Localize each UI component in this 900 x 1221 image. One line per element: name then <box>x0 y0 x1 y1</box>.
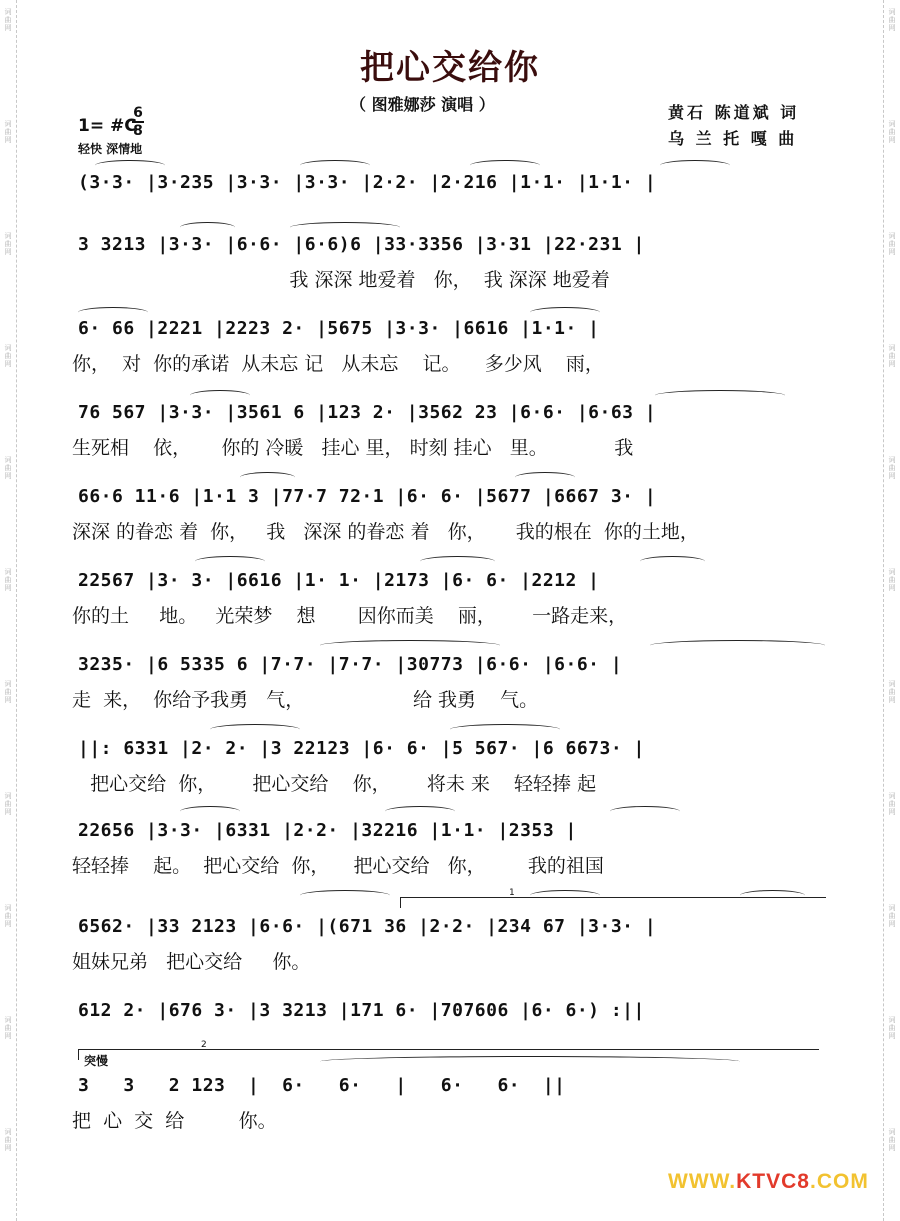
sudden-slow-marking: 突慢 <box>84 1054 109 1068</box>
notation-line: (3·3· |3·235 |3·3· |3·3· |2·2· |2·216 |1·1· |1·1· | <box>78 172 657 193</box>
song-title: 把心交给你 <box>360 48 540 88</box>
lyric-line: 我 深深 地爱着 你， 我 深深 地爱着 <box>72 269 610 291</box>
sidebar-mark: 词 曲 网 <box>888 8 896 32</box>
sidebar-mark: 词 曲 网 <box>4 232 12 256</box>
sidebar-mark: 词 曲 网 <box>888 792 896 816</box>
meter-bottom: 8 <box>133 123 143 139</box>
sidebar-mark: 词 曲 网 <box>4 1016 12 1040</box>
slur-arc <box>210 724 300 735</box>
time-signature <box>132 106 144 138</box>
lyric-line: 深深 的眷恋 着 你， 我 深深 的眷恋 着 你， 我的根在 你的土地， <box>72 521 699 543</box>
key-signature: 1= #C <box>78 116 137 136</box>
notation-line: 6· 66 |2221 |2223 2· |5675 |3·3· |6616 |1·1· | <box>78 318 600 339</box>
sidebar-mark: 词 曲 网 <box>4 344 12 368</box>
slur-arc <box>655 390 785 401</box>
notation-line: ||: 6331 |2· 2· |3 22123 |6· 6· |5 567· |6 6673· | <box>78 738 645 759</box>
slur-arc <box>530 307 600 318</box>
slur-arc <box>420 556 495 567</box>
tempo-marking: 轻快 深情地 <box>78 142 143 156</box>
notation-line: 22656 |3·3· |6331 |2·2· |32216 |1·1· |2353 | <box>78 820 577 841</box>
notation-line: 3 3 2 123 | 6· 6· | 6· 6· || <box>78 1075 566 1096</box>
notation-line: 66·6 11·6 |1·1 3 |77·7 72·1 |6· 6· |5677 |6667 3· | <box>78 486 657 507</box>
sidebar-mark: 词 曲 网 <box>4 456 12 480</box>
sidebar-mark: 词 曲 网 <box>888 680 896 704</box>
watermark-text: WWW.KTVC8.COM <box>668 1170 869 1193</box>
lyric-line: 轻轻捧 起。 把心交给 你， 把心交给 你， 我的祖国 <box>72 855 604 877</box>
sidebar-mark: 词 曲 网 <box>4 680 12 704</box>
slur-arc <box>470 160 540 171</box>
composer-credit: 乌 兰 托 嘎 曲 <box>668 129 798 148</box>
sidebar-mark: 词 曲 网 <box>888 904 896 928</box>
slur-arc <box>180 806 240 817</box>
lyric-line: 你， 对 你的承诺 从未忘 记 从未忘 记。 多少风 雨， <box>72 353 604 375</box>
lyric-line: 生死相 依， 你的 冷暖 挂心 里， 时刻 挂心 里。 我 <box>72 437 634 459</box>
slur-arc <box>640 556 705 567</box>
slur-arc <box>78 307 148 318</box>
sidebar-mark: 词 曲 网 <box>888 456 896 480</box>
slur-arc <box>95 160 165 171</box>
second-ending-bracket <box>78 1040 819 1060</box>
notation-line: 6562· |33 2123 |6·6· |(671 36 |2·2· |234 67 |3·3· | <box>78 916 657 937</box>
sidebar-mark: 词 曲 网 <box>4 120 12 144</box>
lyricist-credit: 黄石 陈道斌 词 <box>668 103 800 122</box>
slur-arc <box>650 640 825 651</box>
sidebar-mark: 词 曲 网 <box>888 1016 896 1040</box>
slur-arc <box>660 160 730 171</box>
notation-line: 3 3213 |3·3· |6·6· |6·6)6 |33·3356 |3·31 |22·231 | <box>78 234 645 255</box>
volta-2-number: 2 <box>201 1040 207 1050</box>
slur-arc <box>290 222 400 233</box>
sidebar-mark: 词 曲 网 <box>4 568 12 592</box>
slur-arc <box>450 724 560 735</box>
notation-line: 76 567 |3·3· |3561 6 |123 2· |3562 23 |6·6· |6·63 | <box>78 402 657 423</box>
lyric-line: 你的土 地。 光荣梦 想 因你而美 丽， 一路走来， <box>72 605 628 627</box>
slur-arc <box>300 160 370 171</box>
sidebar-mark: 词 曲 网 <box>888 232 896 256</box>
left-margin-strip <box>0 0 17 1221</box>
sidebar-mark: 词 曲 网 <box>888 344 896 368</box>
sidebar-mark: 词 曲 网 <box>4 904 12 928</box>
site-watermark <box>668 1170 869 1194</box>
slur-arc <box>180 222 235 233</box>
right-margin-strip <box>883 0 900 1221</box>
meter-top: 6 <box>133 105 143 121</box>
sidebar-mark: 词 曲 网 <box>4 8 12 32</box>
slur-arc <box>300 890 390 901</box>
volta-1-number: 1 <box>509 888 515 898</box>
slur-arc <box>320 640 500 651</box>
lyric-line: 走 来， 你给予我勇 气， 给 我勇 气。 <box>72 689 539 711</box>
sidebar-mark: 词 曲 网 <box>4 1128 12 1152</box>
notation-line: 612 2· |676 3· |3 3213 |171 6· |707606 |6· 6·) :|| <box>78 1000 645 1021</box>
notation-line: 22567 |3· 3· |6616 |1· 1· |2173 |6· 6· |2212 | <box>78 570 600 591</box>
slur-arc <box>240 472 295 483</box>
singer-credit: （ 图雅娜莎 演唱 ） <box>350 95 495 114</box>
slur-arc <box>515 472 575 483</box>
sidebar-mark: 词 曲 网 <box>888 120 896 144</box>
slur-arc <box>195 556 265 567</box>
sidebar-mark: 词 曲 网 <box>4 792 12 816</box>
first-ending-bracket <box>400 888 826 908</box>
slur-arc <box>190 390 250 401</box>
slur-arc <box>385 806 455 817</box>
notation-line: 3235· |6 5335 6 |7·7· |7·7· |30773 |6·6· |6·6· | <box>78 654 623 675</box>
lyric-line: 把 心 交 给 你。 <box>72 1110 277 1132</box>
sidebar-mark: 词 曲 网 <box>888 568 896 592</box>
slur-arc <box>610 806 680 817</box>
lyric-line: 姐妹兄弟 把心交给 你。 <box>72 951 311 973</box>
sidebar-mark: 词 曲 网 <box>888 1128 896 1152</box>
lyric-line: 把心交给 你， 把心交给 你， 将未 来 轻轻捧 起 <box>72 773 597 795</box>
